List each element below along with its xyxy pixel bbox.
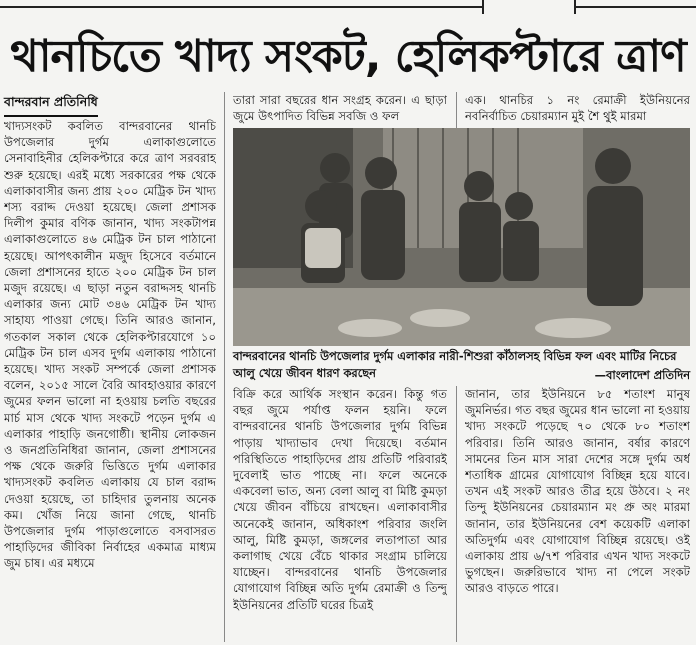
article-column-3 [465,386,690,642]
column-divider [456,386,457,642]
news-photo [233,128,690,346]
photo-caption: বান্দরবানের থানচি উপজেলার দুর্গম এলাকার নারী-শিশুরা কাঁঠালসহ বিভিন্ন ফল এবং মাটির নিচের আলু খেয়ে জীবন ধারণ করছেন [233,349,677,380]
article-text-col2-top: তারা সারা বছরের ধান সংগ্রহ করেন। এ ছাড়া জুমে উৎপাদিত বিভিন্ন সবজি ও ফল [233,93,447,124]
article-text-col3: জানান, তার ইউনিয়নে ৮৫ শতাংশ মানুষ জুমনির্ভর। গত বছর জুমের ধান ভালো না হওয়ায় খাদ্য সংকটে পড়েছে ৭০ থেকে ৮০ শতাংশ পরিবার। তিনি আরও জানান, বর্ষার কারণে সামনের তিন মাস সারা দেশের সঙ্গে দুর্গম অর্ধ শতাধিক গ্রামের যোগাযোগ বিচ্ছিন্ন হয়ে যাবে। তখন এই সংকট আরও তীব্র হয়ে উঠবে। ২ নং তিন্দু ইউনিয়নের চেয়ারম্যান মং প্রু অং মারমা জানান, তার ইউনিয়নের বেশ কয়েকটি এলাকা অতিদুর্গম এবং যোগাযোগ বিচ্ছিন্ন রয়েছে। ওই এলাকায় প্রায় ৬/৭শ পরিবার এখন খাদ্য সংকটে ভুগছেন। জরুরিভাবে খাদ্য না পেলে সংকট আরও বাড়তে পারে। [465,387,690,596]
byline: বান্দরবান প্রতিনিধি [4,94,98,117]
article-column-1 [4,118,216,642]
column-divider [456,92,457,128]
top-rule [0,6,696,8]
article-column-3-top [465,92,690,128]
headline: থানচিতে খাদ্য সংকট, হেলিকপ্টারে ত্রাণ [10,31,686,82]
article-column-2-top [233,92,447,128]
top-tab-ornament [482,0,576,14]
column-divider [224,92,225,642]
article-text-col3-top: এক। থানচির ১ নং রেমাক্রী ইউনিয়নের নবনির্বাচিত চেয়ারম্যান মুই শৈ থুই মারমা [465,93,690,124]
photo-caption-block [233,348,690,384]
article-text-col2: বিক্রি করে আর্থিক সংস্থান করেন। কিন্তু গত বছর জুমে পর্যাপ্ত ফলন হয়নি। ফলে বান্দরবানের থানচি উপজেলার দুর্গম বিভিন্ন পাড়ায় খাদ্যাভাব দেখা দিয়েছে। বর্তমান পরিস্থিতিতে পাহাড়িদের প্রায় প্রতিটি পরিবারই দুবেলাই ভাত পাচ্ছে না। ফলে অনেকে একবেলা ভাত, অন্য বেলা আলু বা মিষ্টি কুমড়া খেয়ে জীবন বাঁচিয়ে রাখছেন। এলাকাবাসীর অনেকেই জানান, অধিকাংশ পরিবার জংলি আলু, মিষ্টি কুমড়া, জঙ্গলের লতাপাতা আর কলাগাছ খেয়ে বেঁচে থাকার সংগ্রাম চালিয়ে যাচ্ছেন। বান্দরবানের থানচি উপজেলার যোগাযোগ বিচ্ছিন্ন অতি দুর্গম রেমাক্রী ও তিন্দু ইউনিয়নের প্রতিটি ঘরের চিত্রই [233,387,447,612]
photo-illustration [233,128,690,346]
article-text-col1: খাদ্যসংকট কবলিত বান্দরবানের থানচি উপজেলার দুর্গম এলাকাগুলোতে সেনাবাহিনীর হেলিকপ্টারে করে ত্রাণ সরবরাহ শুরু হয়েছে। এরই মধ্যে সরকারের পক্ষ থেকে এলাকাবাসীর জন্য প্রায় ২০০ মেট্রিক টন খাদ্য শস্য বরাদ্দ দেওয়া হয়েছে। জেলা প্রশাসক দিলীপ কুমার বণিক জানান, খাদ্য সংকটাপন্ন এলাকাগুলোতে ৪৬ মেট্রিক টন চাল পাঠানো হয়েছে। আপৎকালীন মজুদ হিসেবে বর্তমানে জেলা প্রশাসনের হাতে ২০০ মেট্রিক টন চাল মজুদ রয়েছে। এ ছাড়া নতুন বরাদ্দসহ থানচি এলাকার জন্য মোট ৩৪৬ মেট্রিক টন খাদ্য সাহায্য পাওয়া গেছে। তিনি আরও জানান, গতকাল সকাল থেকে হেলিকপ্টারযোগে ১০ মেট্রিক টন চাল এসব দুর্গম এলাকায় পাঠানো হয়েছে। খাদ্য সংকট সম্পর্কে জেলা প্রশাসক বলেন, ২০১৫ সালে বৈরি আবহাওয়ার কারণে জুমের ফলন ভালো না হওয়ায় চলতি বছরের মার্চ মাস থেকে খাদ্য সংকটে পড়েন দুর্গম এ এলাকার পাহাড়ি জনগোষ্ঠী। স্থানীয় লোকজন ও জনপ্রতিনিধিরা জানান, জেলা প্রশাসনের পক্ষ থেকে জরুরি ভিত্তিতে দুর্গম এলাকার খাদ্যসংকট কবলিত এলাকায় যে চাল বরাদ্দ দেওয়া হয়েছে, তা চাহিদার তুলনায় অনেক কম। খোঁজ নিয়ে জানা গেছে, থানচি উপজেলার দুর্গম পাড়াগুলোতে বসবাসরত পাহাড়িদের জীবিকা নির্বাহের একমাত্র মাধ্যম জুম চাষ। এর মধ্যমে [4,119,216,571]
article-column-2 [233,386,447,642]
photo-credit: —বাংলাদেশ প্রতিদিন [594,368,690,382]
